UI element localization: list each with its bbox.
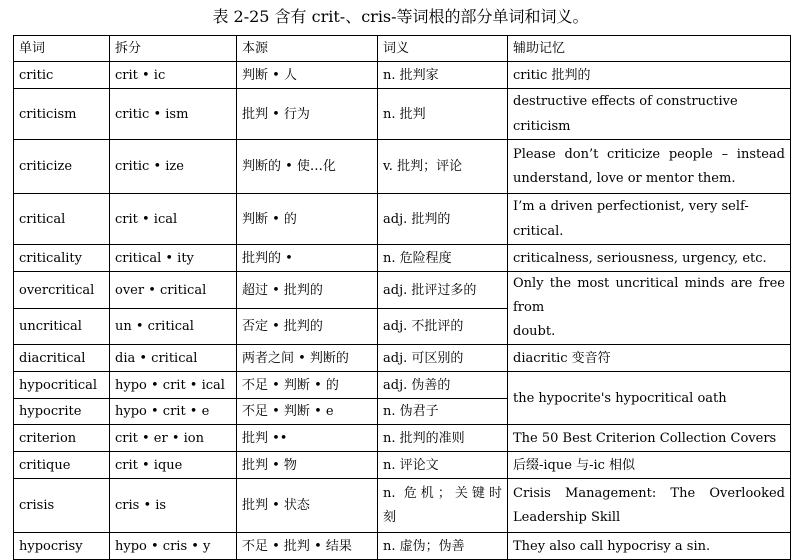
table-row: [14, 89, 791, 140]
table-caption: 表 2-25 含有 crit-、cris-等词根的部分单词和词义。: [212, 7, 589, 26]
memo-line: doubt.: [513, 324, 556, 339]
header-meaning: 词义: [378, 36, 508, 62]
memo-cell: critic 批判的: [508, 62, 791, 89]
origin-cell: 批判 ••: [237, 425, 378, 452]
split-cell: critical • ity: [110, 245, 237, 272]
meaning-cell: n. 危险程度: [378, 245, 508, 272]
memo-line: Leadership Skill: [513, 509, 621, 525]
meaning-line: 刻: [383, 509, 397, 525]
table-row: [14, 452, 791, 479]
meaning-cell: adj. 批评过多的: [378, 272, 508, 309]
split-cell: un • critical: [110, 309, 237, 345]
word-cell: hypocrisy: [14, 533, 110, 560]
word-root-table: [13, 35, 791, 560]
meaning-cell: n. 虚伪；伪善: [378, 533, 508, 560]
memo-line: Crisis Management: The Overlooked: [513, 485, 785, 501]
word-cell: hypocrite: [14, 399, 110, 425]
split-cell: hypo • crit • ical: [110, 372, 237, 399]
word-cell: critical: [14, 194, 110, 245]
table-row: [14, 194, 791, 245]
meaning-cell: n. 伪君子: [378, 399, 508, 425]
origin-cell: 判断 • 人: [237, 62, 378, 89]
word-cell: crisis: [14, 479, 110, 533]
split-cell: crit • ical: [110, 194, 237, 245]
origin-cell: 不足 • 批判 • 结果: [237, 533, 378, 560]
table-row: [14, 345, 791, 372]
word-cell: hypocritical: [14, 372, 110, 399]
meaning-cell: n. 批判的准则: [378, 425, 508, 452]
header-row: [14, 36, 791, 62]
word-cell: criticality: [14, 245, 110, 272]
memo-cell: destructive effects of constructive criticism: [508, 89, 791, 140]
split-cell: hypo • cris • y: [110, 533, 237, 560]
table-row: [14, 245, 791, 272]
memo-line: understand, love or mentor them.: [513, 170, 736, 186]
meaning-cell: adj. 可区别的: [378, 345, 508, 372]
memo-cell: They also call hypocrisy a sin.: [508, 533, 791, 560]
origin-cell: 不足 • 判断 • 的: [237, 372, 378, 399]
origin-cell: 判断 • 的: [237, 194, 378, 245]
origin-cell: 批判 • 物: [237, 452, 378, 479]
origin-cell: 不足 • 判断 • e: [237, 399, 378, 425]
table-row: [14, 533, 791, 560]
split-cell: crit • er • ion: [110, 425, 237, 452]
memo-cell: I’m a driven perfectionist, very self-critical.: [508, 194, 791, 245]
header-origin: 本源: [237, 36, 378, 62]
meaning-line: n. 危机；关键时: [383, 485, 502, 501]
origin-cell: 两者之间 • 判断的: [237, 345, 378, 372]
word-cell: criterion: [14, 425, 110, 452]
origin-cell: 否定 • 批判的: [237, 309, 378, 345]
header-memo: 辅助记忆: [508, 36, 791, 62]
meaning-cell: adj. 批判的: [378, 194, 508, 245]
origin-cell: 超过 • 批判的: [237, 272, 378, 309]
memo-cell: The 50 Best Criterion Collection Covers: [508, 425, 791, 452]
memo-cell: [508, 140, 791, 194]
split-cell: over • critical: [110, 272, 237, 309]
origin-cell: 批判的 •: [237, 245, 378, 272]
meaning-cell: n. 批判家: [378, 62, 508, 89]
word-cell: critic: [14, 62, 110, 89]
table-row: [14, 372, 791, 399]
origin-cell: 批判 • 状态: [237, 479, 378, 533]
origin-cell: 判断的 • 使…化: [237, 140, 378, 194]
memo-cell: diacritic 变音符: [508, 345, 791, 372]
word-cell: diacritical: [14, 345, 110, 372]
memo-cell: the hypocrite's hypocritical oath: [508, 372, 791, 425]
table-row: [14, 425, 791, 452]
memo-line: Please don’t criticize people – instead: [513, 146, 785, 162]
word-cell: criticize: [14, 140, 110, 194]
meaning-cell: n. 评论文: [378, 452, 508, 479]
memo-cell: [508, 272, 791, 345]
split-cell: cris • is: [110, 479, 237, 533]
table-row: [14, 62, 791, 89]
word-cell: critique: [14, 452, 110, 479]
header-split: 拆分: [110, 36, 237, 62]
meaning-cell: [378, 479, 508, 533]
word-cell: criticism: [14, 89, 110, 140]
meaning-cell: v. 批判；评论: [378, 140, 508, 194]
origin-cell: 批判 • 行为: [237, 89, 378, 140]
memo-cell: [508, 479, 791, 533]
meaning-cell: adj. 不批评的: [378, 309, 508, 345]
split-cell: crit • ique: [110, 452, 237, 479]
table-row: [14, 272, 791, 309]
header-word: 单词: [14, 36, 110, 62]
memo-cell: criticalness, seriousness, urgency, etc.: [508, 245, 791, 272]
memo-line: Only the most uncritical minds are free from: [513, 276, 785, 315]
table-row: [14, 140, 791, 194]
word-cell: uncritical: [14, 309, 110, 345]
meaning-cell: adj. 伪善的: [378, 372, 508, 399]
meaning-cell: n. 批判: [378, 89, 508, 140]
split-cell: dia • critical: [110, 345, 237, 372]
split-cell: critic • ize: [110, 140, 237, 194]
memo-cell: 后缀-ique 与-ic 相似: [508, 452, 791, 479]
split-cell: crit • ic: [110, 62, 237, 89]
table-row: [14, 479, 791, 533]
split-cell: hypo • crit • e: [110, 399, 237, 425]
split-cell: critic • ism: [110, 89, 237, 140]
word-cell: overcritical: [14, 272, 110, 309]
